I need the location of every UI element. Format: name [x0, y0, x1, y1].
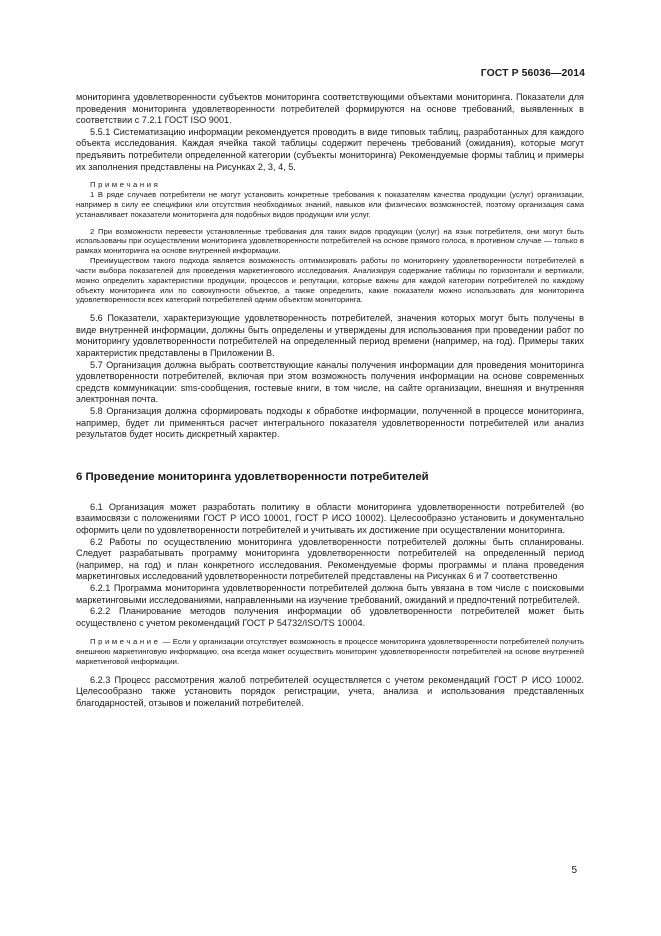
document-code-header: ГОСТ Р 56036—2014 — [480, 68, 585, 79]
note-2: 2 При возможности перевести установленные требования для таких видов продукции (услуг) на язык потребителя, они могут быть использованы при осуществлении мониторинга удовлетворенности потребителей на основе прямого голоса, в противном случае — только в рамках мониторинга на основе внутренней информации. — [76, 226, 584, 256]
paragraph-6-1: 6.1 Организация может разработать политику в области мониторинга удовлетворенности потребителей (во взаимосвязи с положениями ГОСТ Р ИСО 10001, ГОСТ Р ИСО 10002). Целесообразно установить и документально оформить цели по удовлетворенности потребителей и учитывать их достижение при осуществлении мониторинга. — [76, 501, 584, 535]
section-6-note — [76, 637, 584, 667]
paragraph-continuation: мониторинга удовлетворенности субъектов мониторинга соответствующими объектами мониторинга. Показатели для проведения мониторинга удовлетворенности потребителей формируются на основе требований, выявленных в соответствии с 7.2.1 ГОСТ ISO 9001. — [76, 92, 584, 126]
paragraph-5-8: 5.8 Организация должна сформировать подходы к обработке информации, полученной в процессе мониторинга, например, будет ли применяться расчет интегрального показателя удовлетворенности потребителей или анализ результатов будет носить дискретный характер. — [76, 406, 584, 440]
paragraph-6-2-1: 6.2.1 Программа мониторинга удовлетворенности потребителей должна быть увязана в том числе с поисковыми маркетинговыми исследованиями, направленными на изучение требований, ожиданий и предпочтений потребителей. — [76, 582, 584, 605]
notes-heading: Примечания — [90, 180, 161, 190]
paragraph-5-6: 5.6 Показатели, характеризующие удовлетворенность потребителей, значения которых могут быть получены в виде внутренней информации, должны быть определены и утверждены для использования при проведении работ по мониторингу удовлетворенности потребителей на определенный период времени (например, на год). Примеры таких характеристик представлены в Приложении В. — [76, 313, 584, 359]
note-1: 1 В ряде случаев потребители не могут установить конкретные требования к показателям качества продукции (услуг) организации, например в силу ее специфики или отсутствия необходимых знаний, навыков или физических возможностей, поэтому организация сама устанавливает показатели мониторинга для подобных видов продукции или услуг. — [76, 190, 584, 219]
paragraph-6-2-3: 6.2.3 Процесс рассмотрения жалоб потребителей осуществляется с учетом рекомендаций ГОСТ Р ИСО 10002. Целесообразно также установить порядок регистрации, учета, анализа и использования представленных благодарностей, отзывов и пожеланий потребителей. — [76, 674, 584, 709]
page-number: 5 — [571, 865, 577, 876]
note-3: Преимуществом такого подхода является возможность оптимизировать работы по мониторингу удовлетворенности потребителей в части выбора показателей для проведения маркетингового исследования. Анализируя содержание таблицы по горизонтали и вертикали, можно определить характеристики продукции, процессов и репутации, которые важны для каждой категории потребителей по каждому объекту мониторинга или по совокупности объектов, а также определить, какие показатели можно использовать для мониторинга удовлетворенности всех категорий потребителей одним объектом мониторинга. — [76, 256, 584, 305]
paragraph-5-7: 5.7 Организация должна выбрать соответствующие каналы получения информации для проведения мониторинга удовлетворенности потребителей, включая при этом возможность получения информации на основе современных средств коммуникации: sms-сообщения, гостевые книги, в том числе, на сайте организации, внешняя и внутренняя электронная почта. — [76, 359, 584, 405]
paragraph-6-2: 6.2 Работы по осуществлению мониторинга удовлетворенности потребителей должны быть спланированы. Следует разрабатывать программу мониторинга удовлетворенности потребителей на определенный период (например, на год) и план конкретного исследования. Рекомендуемые формы программы и плана проведения маркетинговых исследований удовлетворенности потребителей представлены на Рисунках 6 и 7 соответственно — [76, 536, 584, 582]
paragraph-6-2-2: 6.2.2 Планирование методов получения информации об удовлетворенности потребителей может быть осуществлено с учетом рекомендаций ГОСТ Р 54732/ISO/TS 10004. — [76, 606, 584, 628]
paragraph-5-5-1: 5.5.1 Систематизацию информации рекомендуется проводить в виде типовых таблиц, разработанных для каждого объекта исследования. Каждая ячейка такой таблицы содержит перечень требований (ожидания), которые могут предъявить потребители определенной категории (субъекты мониторинга) Рекомендуемые формы таблиц и примеры их заполнения представлены на Рисунках 2, 3, 4, 5. — [76, 126, 584, 172]
section-6-heading: 6 Проведение мониторинга удовлетворенности потребителей — [76, 470, 429, 483]
note-label: Примечание — [90, 637, 161, 647]
note-text: — Если у организации отсутствует возможность в процессе мониторинга удовлетворенности потребителей получить внешнюю маркетинговую информацию, она всегда может осуществить мониторинг удовлетворенности потребителей на основе внутренней маркетинговой информации. — [76, 637, 584, 667]
page-content — [76, 92, 584, 710]
